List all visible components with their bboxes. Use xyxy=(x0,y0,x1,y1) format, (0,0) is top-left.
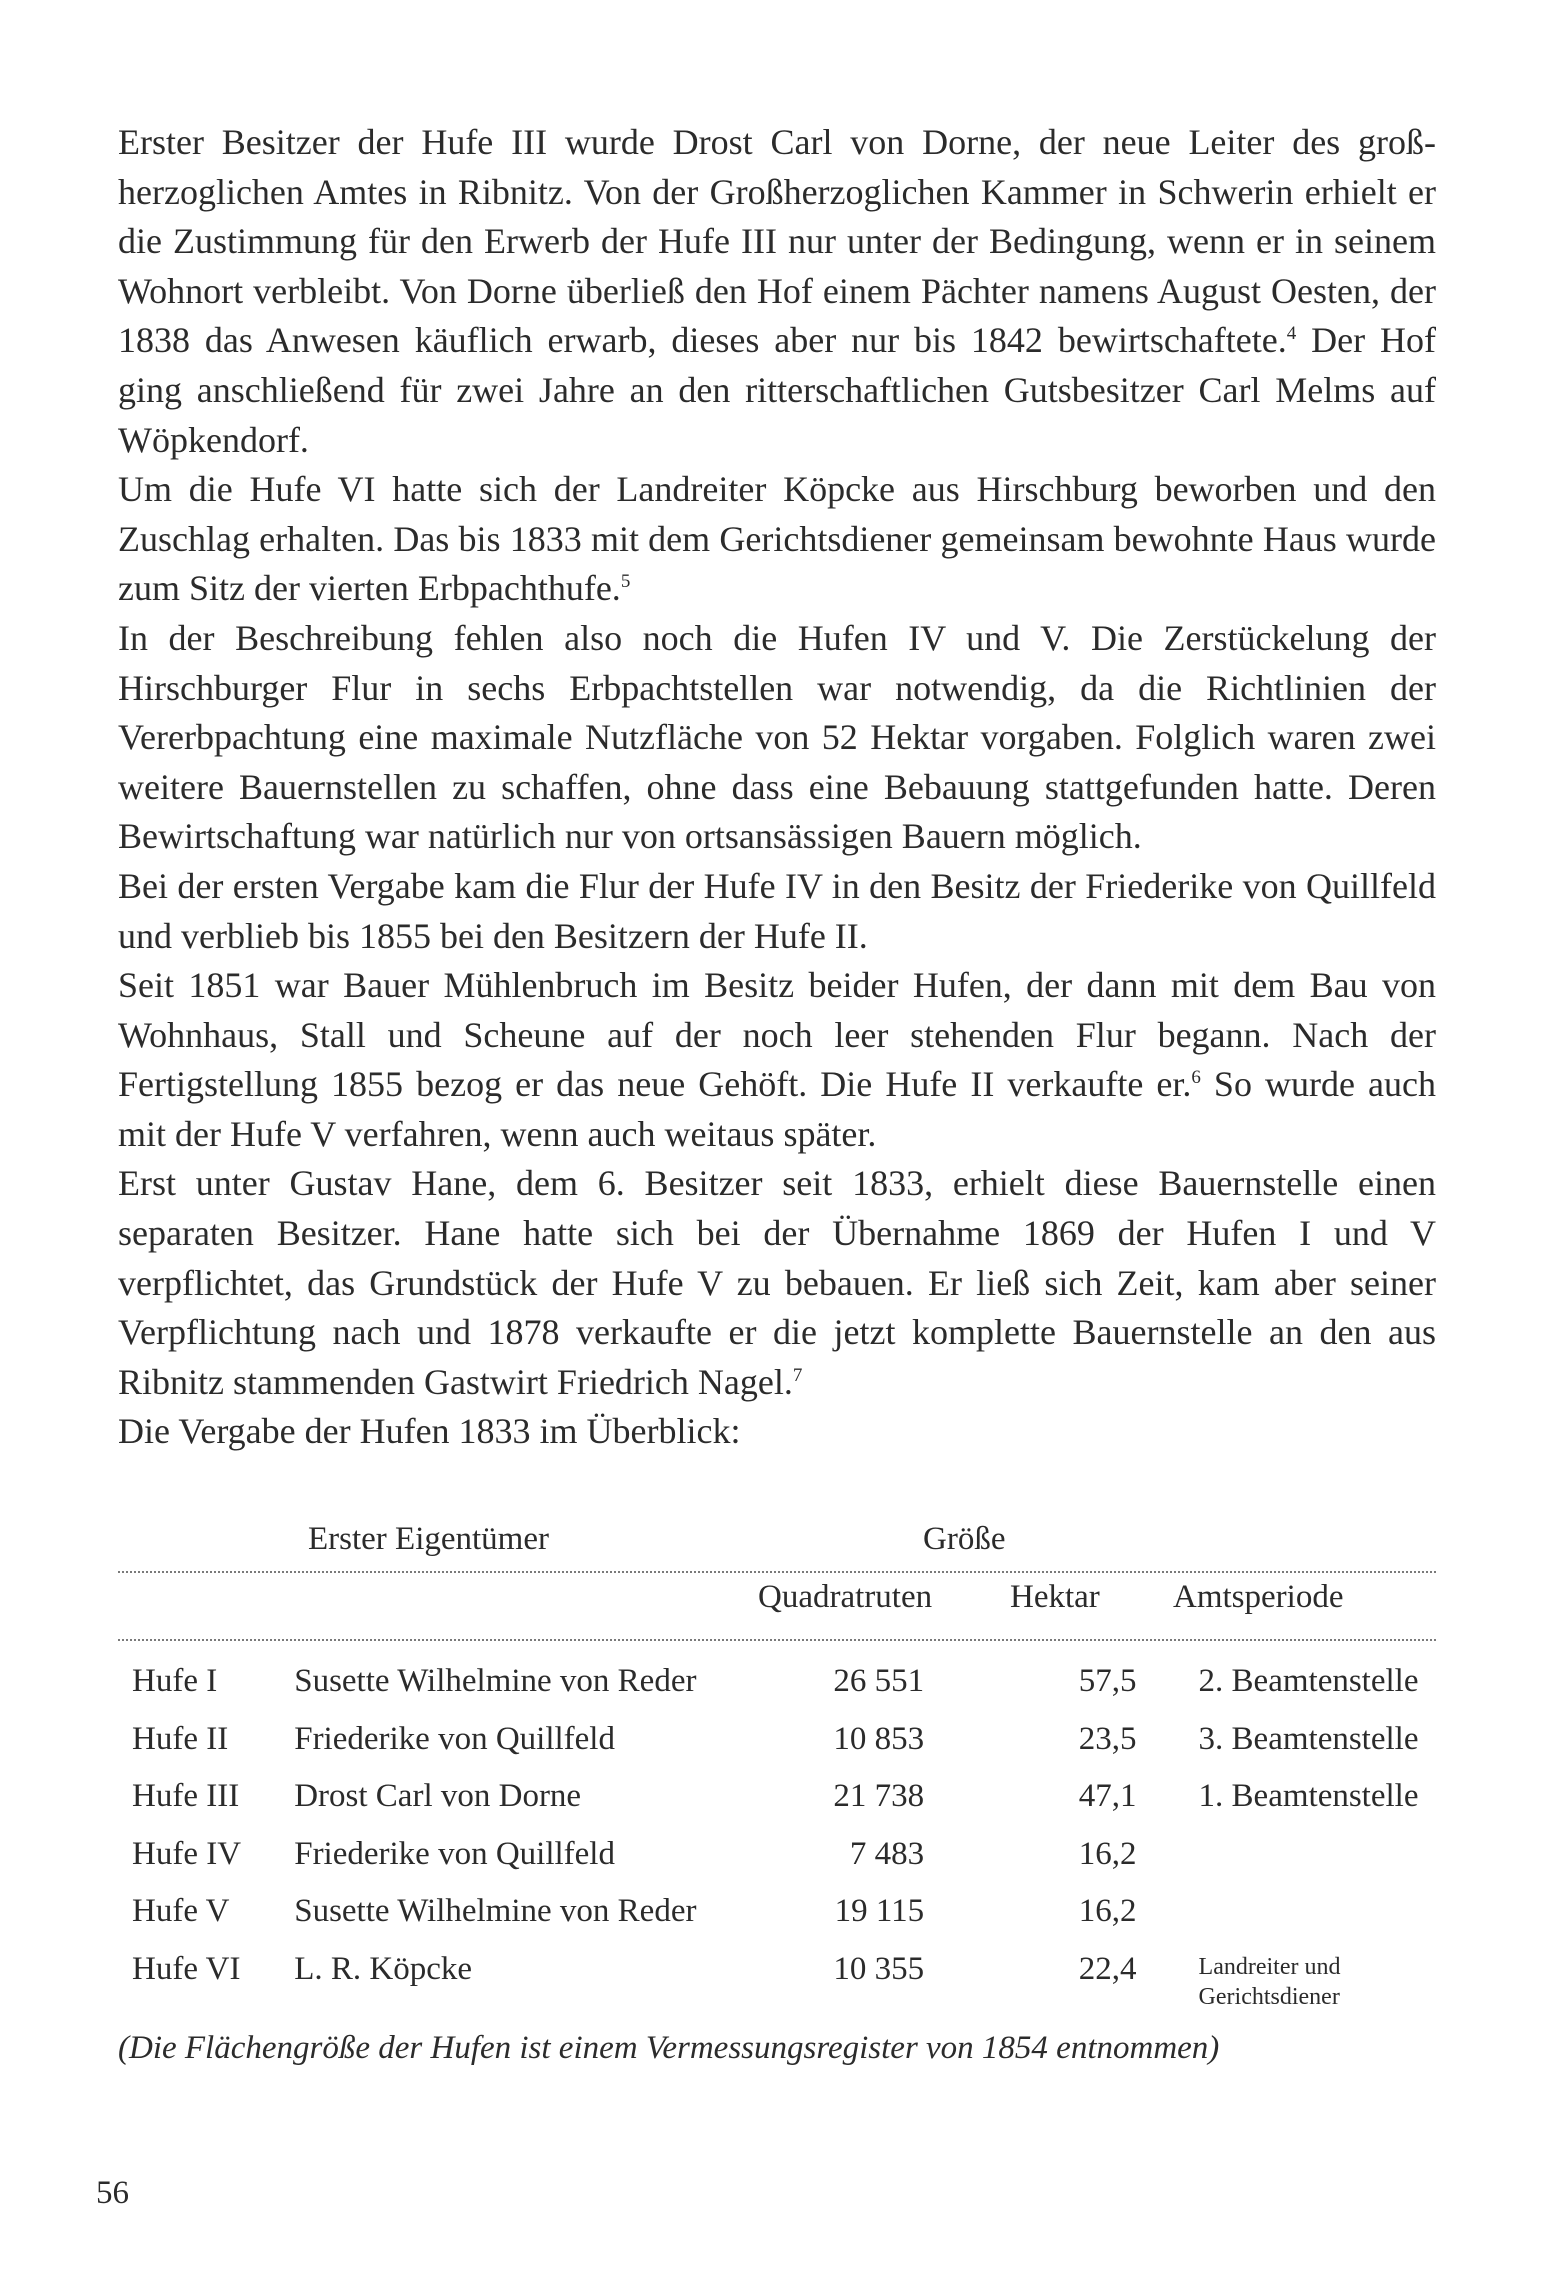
cell-hufe: Hufe V xyxy=(132,1893,230,1929)
cell-owner: Friederike von Quillfeld xyxy=(294,1720,615,1757)
cell-owner: L. R. Köpcke xyxy=(294,1950,473,1987)
footnote-ref-5: 5 xyxy=(620,571,631,593)
cell-owner: Susette Wilhelmine von Reder xyxy=(294,1893,697,1929)
cell-hufe: Hufe IV xyxy=(132,1835,242,1872)
table-row xyxy=(118,1721,1436,1779)
paragraph-2-text: Um die Hufe VI hatte sich der Landreiter Köpcke aus Hirschburg beworben und den Zuschlag erhalten. Das bis 1833 mit dem Gerichtsdiener gemeinsam bewohnte Haus wurde zum Sitz der vierten Erbpachthufe. xyxy=(118,469,1436,609)
amt-line-1: Landreiter und xyxy=(1198,1953,1341,1980)
cell-hektar: 23,5 xyxy=(1078,1720,1137,1757)
header-owner: Erster Eigentümer xyxy=(308,1521,549,1557)
cell-quadratruten: 26 551 xyxy=(833,1663,925,1699)
header-quadratruten: Quadratruten xyxy=(758,1579,933,1615)
cell-quadratruten: 10 355 xyxy=(833,1950,925,1987)
cell-amtsperiode: 1. Beamtenstelle xyxy=(1198,1778,1419,1814)
cell-hektar: 22,4 xyxy=(1078,1950,1137,1987)
footnote-ref-6: 6 xyxy=(1191,1067,1201,1089)
cell-hufe: Hufe II xyxy=(132,1720,229,1757)
table-rule-header xyxy=(118,1639,1436,1641)
cell-hektar: 16,2 xyxy=(1078,1835,1137,1872)
cell-hektar: 47,1 xyxy=(1078,1778,1137,1814)
cell-owner: Drost Carl von Dorne xyxy=(294,1778,582,1814)
cell-owner: Friederike von Quillfeld xyxy=(294,1835,615,1872)
paragraph-7: Die Vergabe der Hufen 1833 im Überblick: xyxy=(118,1411,741,1452)
cell-amtsperiode xyxy=(1137,1951,1436,2011)
cell-amtsperiode: 3. Beamtenstelle xyxy=(1198,1720,1419,1757)
paragraph-5-text: Seit 1851 war Bauer Mühlenbruch im Besitz beider Hufen, der dann mit dem Bau von Wohnhaus, Stall und Scheune auf der noch leer stehenden Flur begann. Nach der Fertigstellung 1855 bezog er das neue Gehöft. Die Hufe II verkaufte er. xyxy=(118,965,1436,1105)
paragraph-6 xyxy=(118,1159,1436,1407)
cell-hufe: Hufe VI xyxy=(132,1950,241,1987)
paragraph-1-text: Erster Besitzer der Hufe III wurde Drost Carl von Dorne, der neue Leiter des großherzoglichen Amtes in Ribnitz. Von der Großherzoglichen Kammer in Schwerin erhielt er die Zustimmung für den Erwerb der Hufe III nur unter der Bedingung, wenn er in seinem Wohnort verbleibt. Von Dorne überließ den Hof einem Pächter namens August Oesten, der 1838 das Anwesen käuflich erwarb, dieses aber nur bis 1842 bewirtschaftete. xyxy=(118,122,1436,361)
paragraph-1-continued: Der Hof ging anschließend für zwei Jahre an den ritterschaftlichen Gutsbesitzer Carl Melms auf Wöpkendorf. xyxy=(118,320,1437,460)
cell-hufe: Hufe III xyxy=(132,1778,240,1814)
footnote-ref-4: 4 xyxy=(1286,323,1297,345)
paragraph-5 xyxy=(118,961,1436,1159)
paragraph-5-continued: So wurde auch mit der Hufe V verfahren, wenn auch weitaus später. xyxy=(118,1064,1436,1154)
header-amtsperiode: Amtsperiode xyxy=(1173,1579,1344,1615)
hufen-table xyxy=(118,1515,1436,2010)
cell-quadratruten: 19 115 xyxy=(834,1893,925,1929)
cell-amtsperiode xyxy=(1137,1836,1436,1894)
table-header-row-1 xyxy=(118,1515,1436,1571)
cell-hektar: 16,2 xyxy=(1078,1893,1137,1929)
cell-quadratruten: 7 483 xyxy=(849,1835,925,1872)
header-size: Größe xyxy=(923,1521,1006,1557)
table-row xyxy=(118,1778,1436,1836)
cell-amtsperiode: 2. Beamtenstelle xyxy=(1198,1663,1419,1699)
paragraph-3: In der Beschreibung fehlen also noch die Hufen IV und V. Die Zerstückelung der Hirschburger Flur in sechs Erbpachtstellen war notwendig, da die Richtlinien der Vererbpachtung eine maximale Nutzfläche von 52 Hektar vorgaben. Folglich waren zwei weitere Bauernstellen zu schaffen, ohne dass eine Bebauung stattgefunden hatte. Deren Bewirtschaftung war natürlich nur von ortsansässigen Bauern möglich. xyxy=(118,617,1436,857)
paragraph-1 xyxy=(118,118,1436,465)
table-row xyxy=(118,1663,1436,1721)
cell-quadratruten: 21 738 xyxy=(833,1778,925,1814)
page-number: 56 xyxy=(96,2175,129,2211)
table-row xyxy=(118,1951,1436,2011)
main-text xyxy=(118,118,1436,1457)
table-caption: (Die Flächengröße der Hufen ist einem Vermessungsregister von 1854 entnommen) xyxy=(118,2030,1220,2066)
footnote-ref-7: 7 xyxy=(792,1364,803,1386)
cell-quadratruten: 10 853 xyxy=(833,1720,925,1757)
table-header-row-2 xyxy=(118,1573,1436,1629)
paragraph-2 xyxy=(118,465,1436,614)
paragraph-4: Bei der ersten Vergabe kam die Flur der Hufe IV in den Besitz der Friederike von Quillfeld und verblieb bis 1855 bei den Besitzern der Hufe II. xyxy=(118,865,1436,956)
table-row xyxy=(118,1836,1436,1894)
table-body xyxy=(118,1663,1436,2011)
cell-amtsperiode xyxy=(1137,1893,1436,1951)
header-hektar: Hektar xyxy=(1010,1579,1100,1615)
paragraph-6-text: Erst unter Gustav Hane, dem 6. Besitzer seit 1833, erhielt diese Bauernstelle einen separaten Besitzer. Hane hatte sich bei der Übernahme 1869 der Hufen I und V verpflichtet, das Grundstück der Hufe V zu bebauen. Er ließ sich Zeit, kam aber seiner Verpflichtung nach und 1878 verkaufte er die jetzt komplette Bauernstelle an den aus Ribnitz stammenden Gastwirt Friedrich Nagel. xyxy=(118,1163,1436,1402)
table-row xyxy=(118,1893,1436,1951)
cell-hektar: 57,5 xyxy=(1078,1663,1137,1699)
cell-hufe: Hufe I xyxy=(132,1663,218,1699)
amt-line-2: Gerichtsdiener xyxy=(1198,1983,1340,2010)
cell-owner: Susette Wilhelmine von Reder xyxy=(294,1663,697,1699)
